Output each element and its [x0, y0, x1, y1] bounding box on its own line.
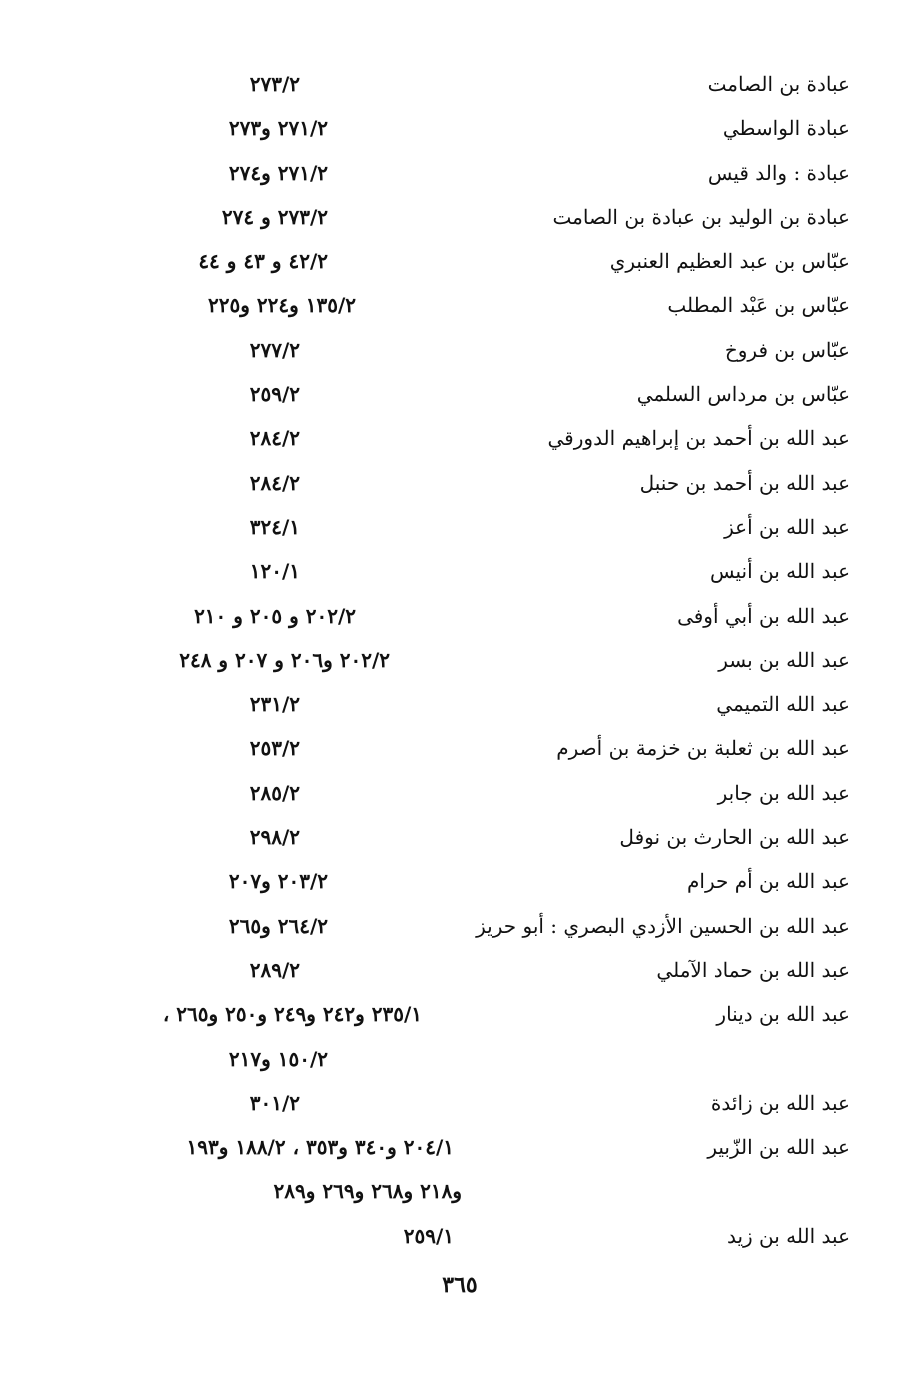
index-entry [0, 62, 920, 106]
index-entry [0, 549, 920, 593]
index-entry [0, 771, 920, 815]
entry-name: عبادة الواسطي [722, 116, 850, 141]
index-entry [0, 948, 920, 992]
index-entry-continuation [0, 1169, 920, 1213]
entry-name: عبد الله بن أعز [724, 514, 850, 539]
entry-references: ٢٥٣/٢ [249, 736, 300, 761]
index-entry [0, 283, 920, 327]
entry-name: عبّاس بن فروخ [724, 337, 850, 362]
entry-name: عبد الله بن زيد [726, 1223, 850, 1248]
entry-name: عبد الله بن أحمد بن حنبل [639, 470, 850, 495]
entry-references: ٢٩٨/٢ [249, 825, 300, 850]
entry-references: ٢٨٤/٢ [249, 470, 300, 495]
index-entry [0, 726, 920, 770]
entry-references: ٢٥٩/٢ [249, 382, 300, 407]
entry-references: ٢٣١/٢ [249, 692, 300, 717]
entry-name: عبّاس بن عبد العظيم العنبري [609, 249, 850, 274]
index-entry [0, 195, 920, 239]
entry-references: ٢٠٢/٢ و٢٠٦ و ٢٠٧ و ٢٤٨ [179, 647, 390, 672]
entry-name: عبد الله بن ثعلبة بن خزمة بن أصرم [556, 736, 850, 761]
page-number: ٣٦٥ [442, 1272, 478, 1298]
entry-name: عبادة بن الصامت [707, 72, 850, 96]
entry-references: ٢٧١/٢ و٢٧٤ [228, 160, 328, 185]
index-entry [0, 815, 920, 859]
entry-references: ٢٠٢/٢ و ٢٠٥ و ٢١٠ [194, 603, 356, 628]
entry-references: ٤٢/٢ و ٤٣ و ٤٤ [198, 249, 328, 274]
entry-name: عبد الله بن بسر [718, 647, 850, 672]
index-entry [0, 992, 920, 1036]
entry-references: ١٣٥/٢ و٢٢٤ و٢٢٥ [208, 293, 356, 318]
entry-references: ٣٢٤/١ [249, 514, 300, 539]
entry-name: عبد الله بن الزّبير [707, 1135, 850, 1160]
entry-name: عبادة : والد قيس [707, 160, 850, 185]
entry-references: ٢٦٤/٢ و٢٦٥ [228, 913, 328, 938]
entry-name: عبد الله بن أم حرام [687, 869, 850, 894]
entry-references: ٢٠٣/٢ و٢٠٧ [228, 869, 328, 894]
entry-name: عبد الله بن أنيس [710, 559, 850, 584]
entry-references: ٢٠٤/١ و٣٤٠ و٣٥٣ ، ١٨٨/٢ و١٩٣ [186, 1135, 454, 1160]
entry-name: عبد الله بن أحمد بن إبراهيم الدورقي [547, 426, 850, 451]
entry-references: ٢٧١/٢ و٢٧٣ [228, 116, 328, 141]
index-entry [0, 859, 920, 903]
entry-references: ٢٧٣/٢ [249, 72, 300, 96]
entry-references: ١٥٠/٢ و٢١٧ [228, 1046, 328, 1071]
entry-name: عبد الله بن جابر [717, 780, 850, 805]
entry-name: عبّاس بن مرداس السلمي [636, 382, 850, 407]
index-entry [0, 372, 920, 416]
index-entry-continuation [0, 1037, 920, 1081]
entry-references: ٢٣٥/١ و٢٤٢ و٢٤٩ و٢٥٠ و٢٦٥ ، [162, 1002, 422, 1027]
index-entry [0, 239, 920, 283]
index-entry [0, 106, 920, 150]
entry-references: ٢٨٩/٢ [249, 957, 300, 982]
entry-references: ٢٨٤/٢ [249, 426, 300, 451]
entry-name: عبد الله بن حماد الآملي [656, 957, 850, 982]
entry-references: ٣٠١/٢ [249, 1090, 300, 1115]
index-entry [0, 1214, 920, 1258]
index-entry [0, 505, 920, 549]
entry-name: عبد الله بن الحسين الأزدي البصري : أبو حريز [476, 913, 850, 938]
entry-references: ١٢٠/١ [249, 559, 300, 584]
entry-name: عبد الله بن زائدة [710, 1090, 850, 1115]
index-entry [0, 594, 920, 638]
index-entry [0, 1125, 920, 1169]
index-entry [0, 1081, 920, 1125]
entry-name: عبّاس بن عَبْد المطلب [667, 293, 850, 318]
entry-name: عبد الله بن أبي أوفى [677, 603, 850, 628]
entry-references: ٢٧٧/٢ [249, 337, 300, 362]
entry-name: عبد الله التميمي [716, 692, 850, 717]
index-entry [0, 461, 920, 505]
entry-references: و٢١٨ و٢٦٨ و٢٦٩ و٢٨٩ [273, 1179, 462, 1204]
entry-references: ٢٨٥/٢ [249, 780, 300, 805]
index-list [0, 62, 920, 1258]
entry-references: ٢٥٩/١ [403, 1223, 454, 1248]
index-entry [0, 151, 920, 195]
index-entry [0, 328, 920, 372]
index-entry [0, 682, 920, 726]
entry-name: عبادة بن الوليد بن عبادة بن الصامت [552, 204, 850, 229]
entry-name: عبد الله بن دينار [716, 1002, 850, 1027]
index-entry [0, 638, 920, 682]
index-entry [0, 904, 920, 948]
entry-name: عبد الله بن الحارث بن نوفل [619, 825, 850, 850]
index-entry [0, 416, 920, 460]
entry-references: ٢٧٣/٢ و ٢٧٤ [221, 204, 328, 229]
